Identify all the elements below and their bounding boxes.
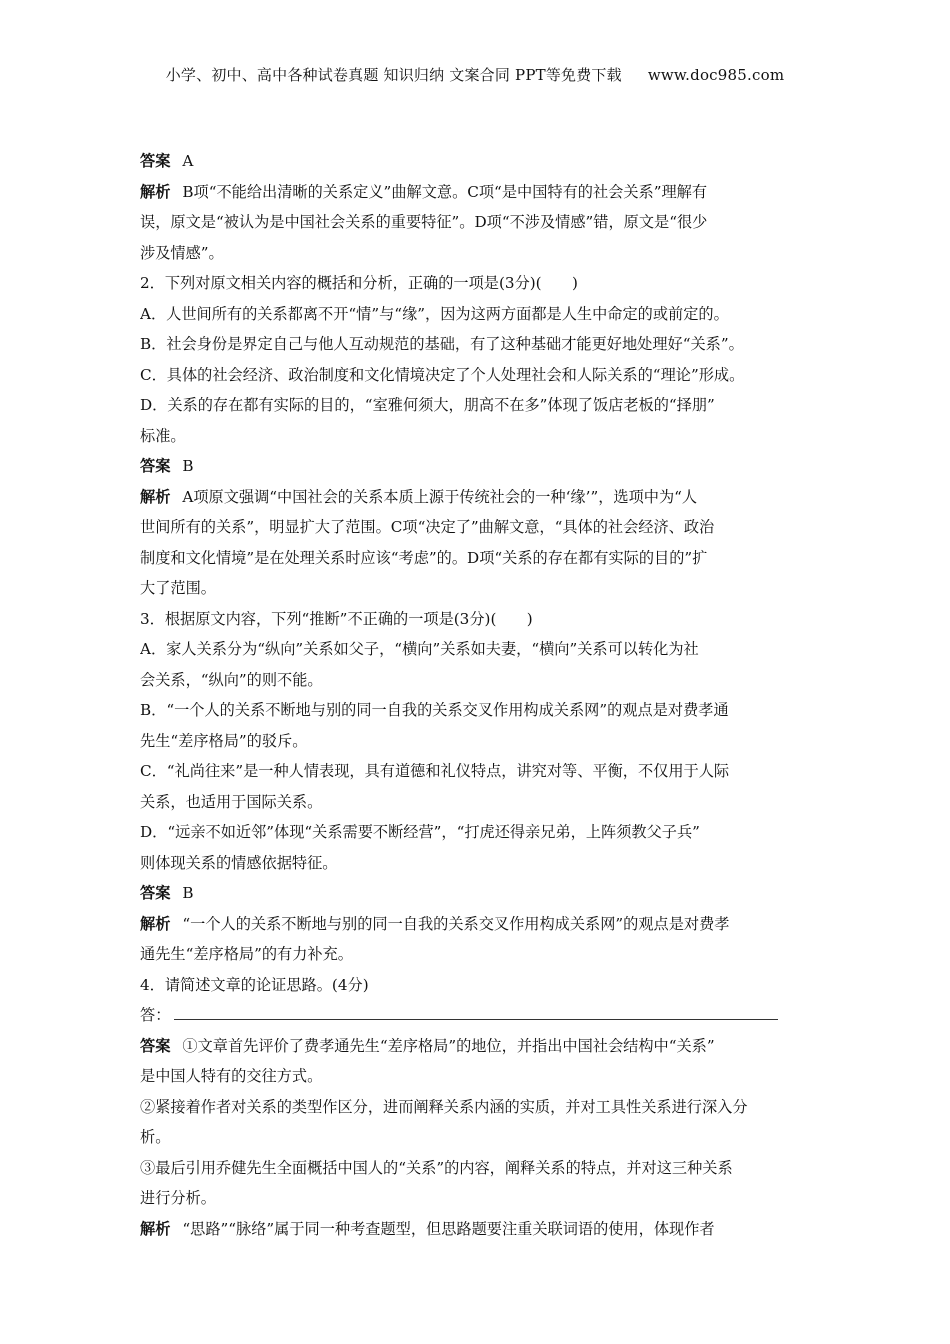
header-site: www.doc985.com: [647, 66, 785, 84]
q3-option-a: A．家人关系分为“纵向”关系如父子，“横向”关系如夫妻，“横向”关系可以转化为社: [140, 640, 699, 658]
q4-answer-line: 析。: [140, 1128, 171, 1146]
q2-stem: 2．下列对原文相关内容的概括和分析，正确的一项是(3分)( ): [140, 274, 578, 292]
analysis-text: B项“不能给出清晰的关系定义”曲解文意。C项“是中国特有的社会关系”理解有: [182, 182, 708, 201]
q2-option-b: B．社会身份是界定自己与他人互动规范的基础，有了这种基础才能更好地处理好“关系”。: [140, 335, 744, 353]
answer-prompt: 答：: [140, 1006, 171, 1024]
q2-analysis-line: 大了范围。: [140, 579, 216, 597]
analysis-label: 解析: [140, 914, 171, 933]
q4-stem: 4．请简述文章的论证思路。(4分): [140, 975, 369, 994]
analysis-text: “一个人的关系不断地与别的同一自我的关系交叉作用构成关系网”的观点是对费孝: [182, 914, 730, 933]
answer-label: 答案: [140, 457, 171, 475]
analysis-label: 解析: [140, 1219, 171, 1238]
document-body: [140, 146, 816, 1244]
q4-answer-line: [140, 1031, 816, 1062]
answer-label: 答案: [140, 152, 171, 170]
answer-value: B: [182, 884, 194, 902]
q4-analysis-line: [140, 1214, 816, 1245]
q2-option-a: A．人世间所有的关系都离不开“情”与“缘”，因为这两方面都是人生中命定的或前定的。: [140, 304, 729, 323]
q3-option-a-cont: 会关系，“纵向”的则不能。: [140, 670, 323, 689]
q3-option-d-cont: 则体现关系的情感依据特征。: [140, 853, 338, 872]
q4-answer-line: 进行分析。: [140, 1189, 216, 1207]
q4-answer-line: 是中国人特有的交往方式。: [140, 1067, 323, 1085]
q3-option-d: D．“远亲不如近邻”体现“关系需要不断经营”，“打虎还得亲兄弟，上阵须教父子兵”: [140, 823, 700, 841]
q2-analysis-line: 制度和文化情境”是在处理关系时应该“考虑”的。D项“关系的存在都有实际的目的”扩: [140, 548, 708, 567]
q3-option-c: C．“礼尚往来”是一种人情表现，具有道德和礼仪特点，讲究对等、平衡，不仅用于人际: [140, 762, 730, 780]
analysis-label: 解析: [140, 487, 171, 506]
q3-analysis-line: [140, 909, 816, 940]
q3-option-b-cont: 先生“差序格局”的驳斥。: [140, 731, 308, 750]
q2-analysis-line: 世间所有的关系”，明显扩大了范围。C项“决定了”曲解文意，“具体的社会经济、政治: [140, 518, 715, 536]
q4-answer-blank-row: [140, 1000, 816, 1031]
q2-option-d-cont: 标准。: [140, 426, 186, 445]
answer-blank-line[interactable]: [174, 1005, 778, 1020]
q1-analysis-line: 误，原文是“被认为是中国社会关系的重要特征”。D项“不涉及情感”错，原文是“很少: [140, 213, 708, 231]
analysis-text: A项原文强调“中国社会的关系本质上源于传统社会的一种‘缘’”，选项中为“人: [182, 487, 698, 506]
q1-answer: [140, 146, 816, 177]
answer-label: 答案: [140, 884, 171, 902]
q1-analysis-line: 涉及情感”。: [140, 243, 224, 262]
q2-option-d: D．关系的存在都有实际的目的，“室雅何须大，朋高不在多”体现了饭店老板的“择朋”: [140, 396, 715, 414]
q3-stem: 3．根据原文内容，下列“推断”不正确的一项是(3分)( ): [140, 609, 533, 628]
q3-analysis-line: 通先生“差序格局”的有力补充。: [140, 945, 353, 963]
header-text: 小学、初中、高中各种试卷真题 知识归纳 文案合同 PPT等免费下载: [165, 66, 622, 84]
answer-value: A: [182, 152, 194, 170]
q4-answer-line: ②紧接着作者对关系的类型作区分，进而阐释关系内涵的实质，并对工具性关系进行深入分: [140, 1097, 748, 1116]
q2-analysis-line: [140, 482, 816, 513]
q3-answer: [140, 878, 816, 909]
answer-label: 答案: [140, 1036, 171, 1055]
analysis-label: 解析: [140, 182, 171, 201]
page-header: [0, 64, 950, 85]
q3-option-c-cont: 关系，也适用于国际关系。: [140, 792, 323, 811]
q1-analysis-line: [140, 177, 816, 208]
q3-option-b: B．“一个人的关系不断地与别的同一自我的关系交叉作用构成关系网”的观点是对费孝通: [140, 701, 729, 719]
answer-text: ①文章首先评价了费孝通先生“差序格局”的地位，并指出中国社会结构中“关系”: [182, 1036, 715, 1055]
q2-option-c: C．具体的社会经济、政治制度和文化情境决定了个人处理社会和人际关系的“理论”形成。: [140, 365, 745, 384]
analysis-text: “思路”“脉络”属于同一种考查题型，但思路题要注重关联词语的使用，体现作者: [182, 1219, 715, 1238]
answer-value: B: [182, 457, 194, 475]
q4-answer-line: ③最后引用乔健先生全面概括中国人的“关系”的内容，阐释关系的特点，并对这三种关系: [140, 1158, 733, 1177]
q2-answer: [140, 451, 816, 482]
